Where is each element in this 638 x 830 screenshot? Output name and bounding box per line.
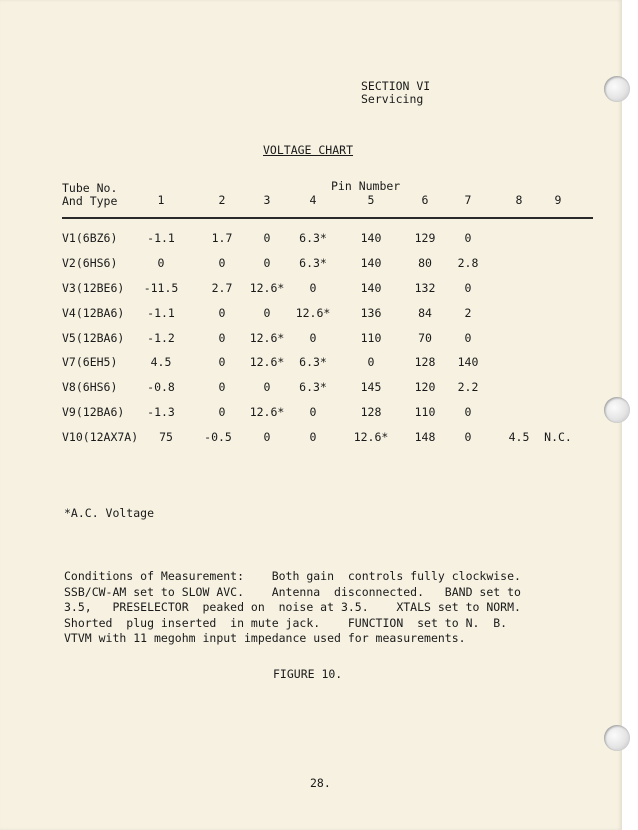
table-cell: -1.3 <box>147 405 175 419</box>
table-row-tube: V4(12BA6) <box>62 306 125 320</box>
table-cell: 0 <box>263 231 271 245</box>
table-rule <box>62 217 593 219</box>
table-cell: 0 <box>367 355 375 369</box>
table-row-tube: V2(6HS6) <box>62 256 118 270</box>
table-cell: -0.8 <box>147 380 175 394</box>
binder-hole-middle <box>604 397 630 423</box>
table-cell: 6.3* <box>299 380 327 394</box>
pin-header-7: 7 <box>464 193 472 207</box>
conditions-line: 3.5, PRESELECTOR peaked on noise at 3.5. XTALS set to NORM. <box>64 600 521 614</box>
table-cell: 4.5 <box>150 355 172 369</box>
tube-label-line1: Tube No. <box>62 181 118 195</box>
table-cell: 140 <box>360 231 382 245</box>
table-cell: 148 <box>414 430 436 444</box>
table-cell: -1.1 <box>147 306 175 320</box>
table-cell: 0 <box>309 331 317 345</box>
table-cell: 2.8 <box>457 256 479 270</box>
conditions-line: VTVM with 11 megohm input impedance used for measurements. <box>64 631 466 645</box>
table-cell: 0 <box>309 281 317 295</box>
table-row-tube: V8(6HS6) <box>62 380 118 394</box>
table-cell: 12.6* <box>249 331 285 345</box>
table-cell: 70 <box>418 331 432 345</box>
binder-hole-top <box>604 76 630 102</box>
figure-caption: FIGURE 10. <box>273 667 343 681</box>
table-cell: 0 <box>263 306 271 320</box>
table-cell: 110 <box>360 331 382 345</box>
table-row-tube: V7(6EH5) <box>62 355 118 369</box>
table-cell: 0 <box>218 256 226 270</box>
table-cell: 4.5 <box>508 430 530 444</box>
table-cell: 1.7 <box>211 231 233 245</box>
table-cell: 0 <box>464 231 472 245</box>
table-row-tube: V5(12BA6) <box>62 331 125 345</box>
table-cell: 0 <box>218 355 226 369</box>
table-cell: 12.6* <box>249 355 285 369</box>
table-cell: 0 <box>464 405 472 419</box>
table-cell: 0 <box>263 380 271 394</box>
table-cell: 6.3* <box>299 256 327 270</box>
table-cell: 0 <box>218 331 226 345</box>
table-cell: -11.5 <box>143 281 179 295</box>
footnote: *A.C. Voltage <box>64 506 155 520</box>
table-cell: 12.6* <box>249 281 285 295</box>
pin-header-8: 8 <box>515 193 523 207</box>
table-cell: 140 <box>360 256 382 270</box>
table-cell: 129 <box>414 231 436 245</box>
table-cell: 75 <box>159 430 173 444</box>
table-cell: N.C. <box>544 430 572 444</box>
conditions-line: Conditions of Measurement: Both gain controls fully clockwise. <box>64 569 521 583</box>
section-subtitle: Servicing <box>361 92 424 106</box>
pin-header-9: 9 <box>554 193 562 207</box>
pin-header-6: 6 <box>421 193 429 207</box>
pin-header-2: 2 <box>218 193 226 207</box>
tube-label-line2: And Type <box>62 194 118 208</box>
table-cell: 0 <box>464 281 472 295</box>
table-cell: 12.6* <box>353 430 389 444</box>
table-cell: 136 <box>360 306 382 320</box>
table-cell: 84 <box>418 306 432 320</box>
table-cell: 0 <box>263 430 271 444</box>
binder-hole-bottom <box>604 725 630 751</box>
table-cell: 140 <box>457 355 479 369</box>
page-number: 28. <box>310 776 331 790</box>
table-cell: 128 <box>360 405 382 419</box>
conditions-line: Shorted plug inserted in mute jack. FUNCTION set to N. B. <box>64 615 508 630</box>
table-cell: 12.6* <box>295 306 331 320</box>
pin-number-label: Pin Number <box>331 179 401 193</box>
table-cell: 80 <box>418 256 432 270</box>
table-cell: 0 <box>218 306 226 320</box>
conditions-paragraph <box>64 569 559 647</box>
table-row-tube: V1(6BZ6) <box>62 231 118 245</box>
table-cell: 0 <box>309 405 317 419</box>
chart-title: VOLTAGE CHART <box>263 143 354 157</box>
table-cell: 132 <box>414 281 436 295</box>
table-cell: 128 <box>414 355 436 369</box>
conditions-line: SSB/CW-AM set to SLOW AVC. Antenna disconnected. BAND set to <box>64 584 521 599</box>
table-cell: 0 <box>218 380 226 394</box>
table-cell: -0.5 <box>204 430 232 444</box>
table-cell: 140 <box>360 281 382 295</box>
table-cell: 110 <box>414 405 436 419</box>
table-cell: -1.1 <box>147 231 175 245</box>
table-row-tube: V3(12BE6) <box>62 281 125 295</box>
pin-header-1: 1 <box>157 193 165 207</box>
pin-header-5: 5 <box>367 193 375 207</box>
table-cell: 0 <box>157 256 165 270</box>
table-row-tube: V10(12AX7A) <box>62 430 139 444</box>
table-cell: 12.6* <box>249 405 285 419</box>
table-cell: 2 <box>464 306 472 320</box>
table-cell: 0 <box>263 256 271 270</box>
table-cell: 0 <box>218 405 226 419</box>
table-cell: 145 <box>360 380 382 394</box>
table-cell: 6.3* <box>299 231 327 245</box>
table-cell: 0 <box>309 430 317 444</box>
table-cell: 0 <box>464 430 472 444</box>
table-cell: 2.7 <box>211 281 233 295</box>
table-cell: 6.3* <box>299 355 327 369</box>
pin-header-3: 3 <box>263 193 271 207</box>
table-cell: 2.2 <box>457 380 479 394</box>
table-cell: -1.2 <box>147 331 175 345</box>
section-heading: SECTION VI <box>361 79 431 93</box>
pin-header-4: 4 <box>309 193 317 207</box>
table-row-tube: V9(12BA6) <box>62 405 125 419</box>
table-cell: 120 <box>414 380 436 394</box>
table-cell: 0 <box>464 331 472 345</box>
